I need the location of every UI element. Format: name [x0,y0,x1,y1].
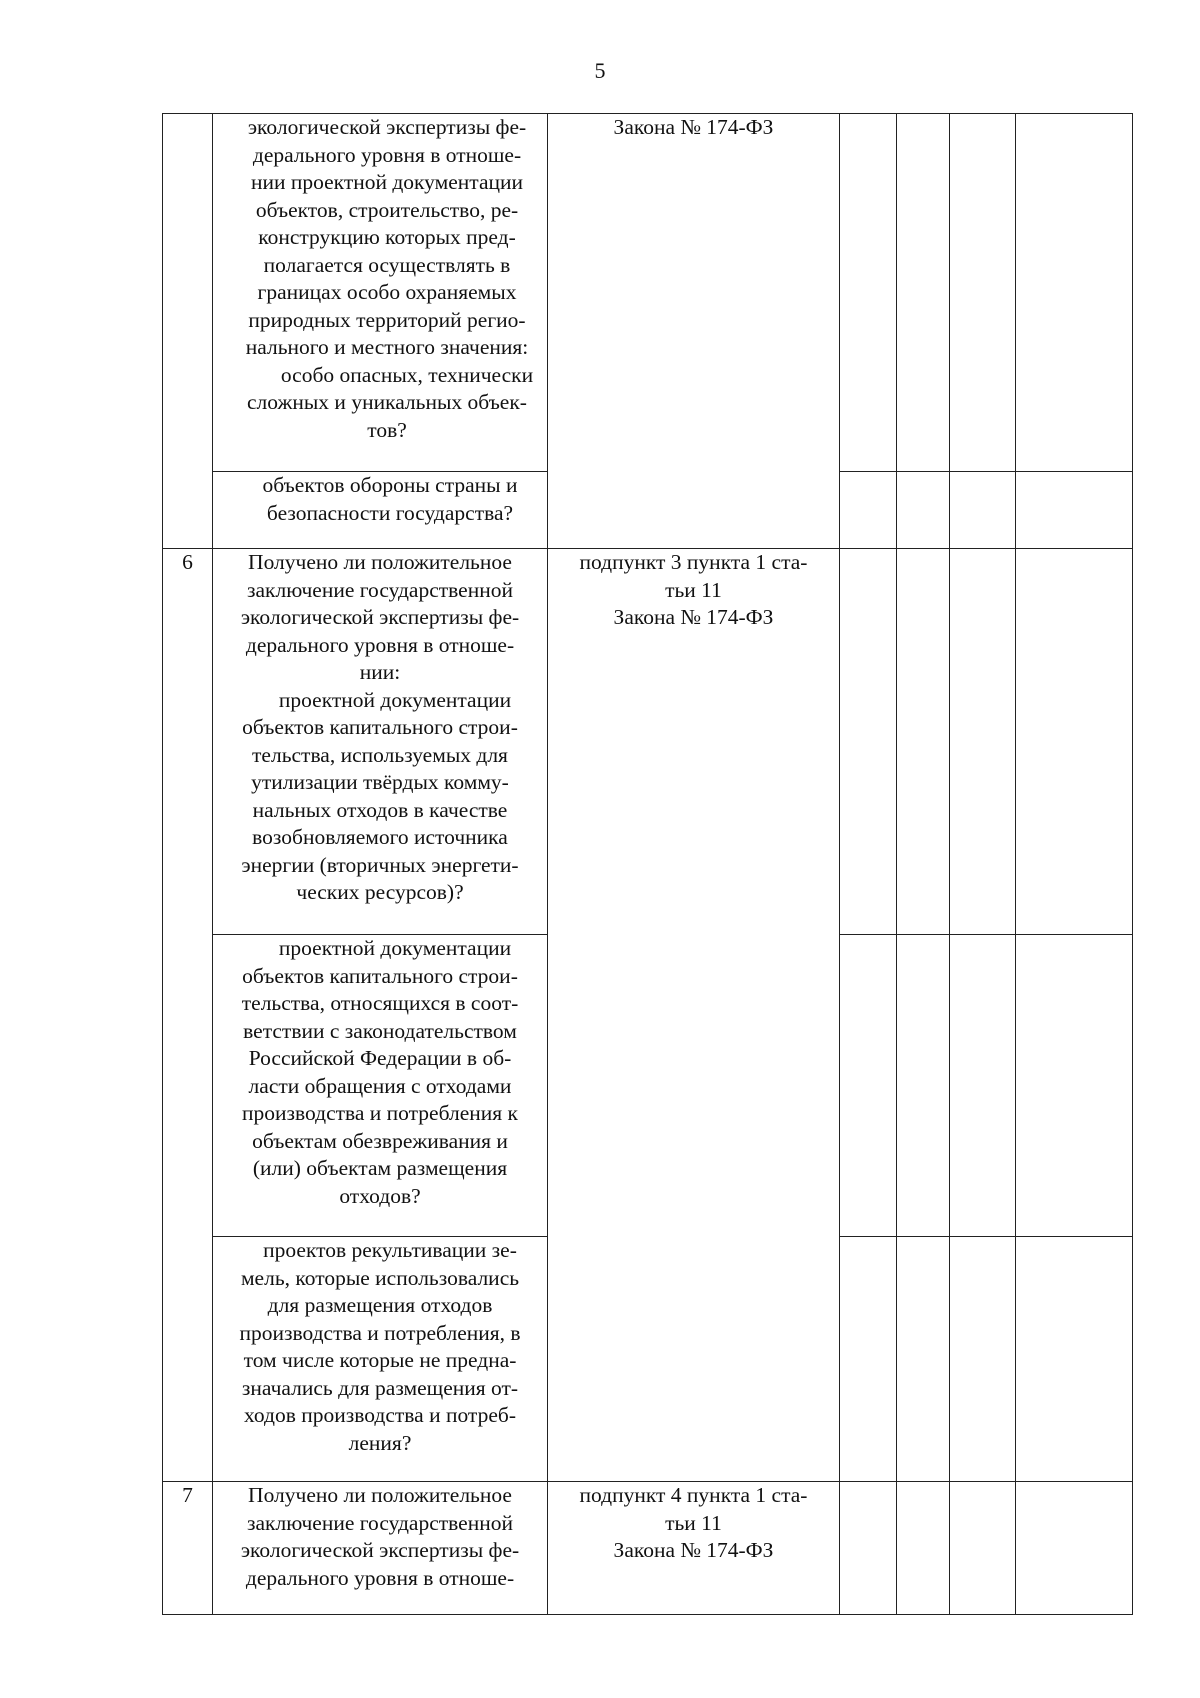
reference-line: тьи 11 [665,577,722,602]
row-number: 6 [163,549,213,1482]
question-line: для размещения отходов [267,1293,493,1317]
blank-cell [1016,1482,1133,1615]
question-line: ческих ресурсов)? [296,880,464,904]
question-line: ласти обращения с отходами [248,1073,512,1098]
question-line: нии проектной документации [250,170,524,194]
question-line: безопасности государства? [266,500,514,525]
question-line: нальных отходов в качестве [252,797,508,822]
blank-cell [897,472,950,549]
question-line: дерального уровня в отноше- [245,1565,515,1590]
question-cell [213,114,548,472]
question-line: Получено ли положительное [248,550,512,574]
question-line: Российской Федерации в об- [248,1046,512,1070]
question-line: объектам обезвреживания и [252,1128,508,1153]
blank-cell [840,935,897,1237]
table-row [163,549,1133,935]
question-line: ления? [348,1430,412,1455]
blank-cell [840,472,897,549]
blank-cell [1016,472,1133,549]
question-line: заключение государственной [247,1510,513,1535]
blank-cell [1016,1237,1133,1482]
question-line: проектов рекультивации зе- [263,1238,517,1262]
question-line: производства и потребления к [241,1101,518,1125]
reference-cell [548,114,840,549]
question-line: возобновляемого источника [252,825,508,849]
reference-line: подпункт 3 пункта 1 ста- [579,550,808,574]
blank-cell [840,1482,897,1615]
question-line: нального и местного значения: [245,335,529,359]
question-line: производства и потребления, в [239,1320,521,1345]
question-line: объектов капитального строи- [242,715,518,739]
question-line: ходов производства и потреб- [244,1403,516,1427]
row-number [163,114,213,549]
question-line: Получено ли положительное [248,1483,512,1507]
question-line: проектной документации [278,687,512,712]
blank-cell [950,1482,1016,1615]
question-line: заключение государственной [247,577,513,602]
question-line: экологической экспертизы фе- [240,1538,520,1562]
question-line: экологической экспертизы фе- [240,605,520,629]
question-line: тельства, используемых для [252,742,508,767]
blank-cell [897,1237,950,1482]
blank-cell [1016,549,1133,935]
question-line: природных территорий регио- [248,307,526,332]
question-line: границах особо охраняемых [257,280,517,304]
blank-cell [897,549,950,935]
table-row [163,114,1133,472]
blank-cell [897,935,950,1237]
question-line: утилизации твёрдых комму- [251,770,509,794]
question-cell [213,1237,548,1482]
reference-cell [548,549,840,1482]
blank-cell [950,472,1016,549]
question-line: дерального уровня в отноше- [245,632,515,657]
question-line: ветствии с законодательством [243,1018,517,1043]
question-line: полагается осуществлять в [263,252,511,277]
blank-cell [950,549,1016,935]
question-line: отходов? [339,1183,421,1208]
reference-line: Закона № 174-ФЗ [613,605,774,629]
question-line: объектов капитального строи- [242,963,518,988]
question-line: сложных и уникальных объек- [247,390,527,414]
question-cell [213,1482,548,1615]
question-line: дерального уровня в отноше- [252,142,522,167]
question-cell [213,549,548,935]
blank-cell [897,1482,950,1615]
question-line: проектной документации [278,936,512,960]
question-line: объектов обороны страны и [262,473,518,497]
blank-cell [840,549,897,935]
question-cell [213,935,548,1237]
blank-cell [1016,935,1133,1237]
question-cell [213,472,548,549]
question-line: тов? [367,417,407,442]
table-row [163,1482,1133,1615]
question-line: тельства, относящихся в соот- [241,991,519,1015]
question-line: значались для размещения от- [241,1375,519,1400]
checklist-table [162,113,1133,1615]
question-line: экологической экспертизы фе- [247,115,527,139]
blank-cell [950,114,1016,472]
question-line: (или) объектам размещения [252,1156,508,1180]
reference-line: Закона № 174-ФЗ [613,115,774,139]
question-line: особо опасных, технически [280,362,534,387]
blank-cell [897,114,950,472]
question-line: объектов, строительство, ре- [255,197,519,222]
question-line: мель, которые использовались [240,1265,520,1290]
row-number: 7 [163,1482,213,1615]
reference-cell [548,1482,840,1615]
question-line: конструкцию которых пред- [258,225,516,249]
blank-cell [1016,114,1133,472]
question-line: нии: [359,660,401,684]
question-line: энергии (вторичных энергети- [241,852,519,877]
blank-cell [840,114,897,472]
question-line: том числе которые не предна- [243,1348,517,1372]
blank-cell [840,1237,897,1482]
reference-line: Закона № 174-ФЗ [613,1538,774,1562]
blank-cell [950,935,1016,1237]
reference-line: подпункт 4 пункта 1 ста- [579,1483,808,1507]
reference-line: тьи 11 [665,1510,722,1535]
blank-cell [950,1237,1016,1482]
page-number: 5 [594,58,606,83]
